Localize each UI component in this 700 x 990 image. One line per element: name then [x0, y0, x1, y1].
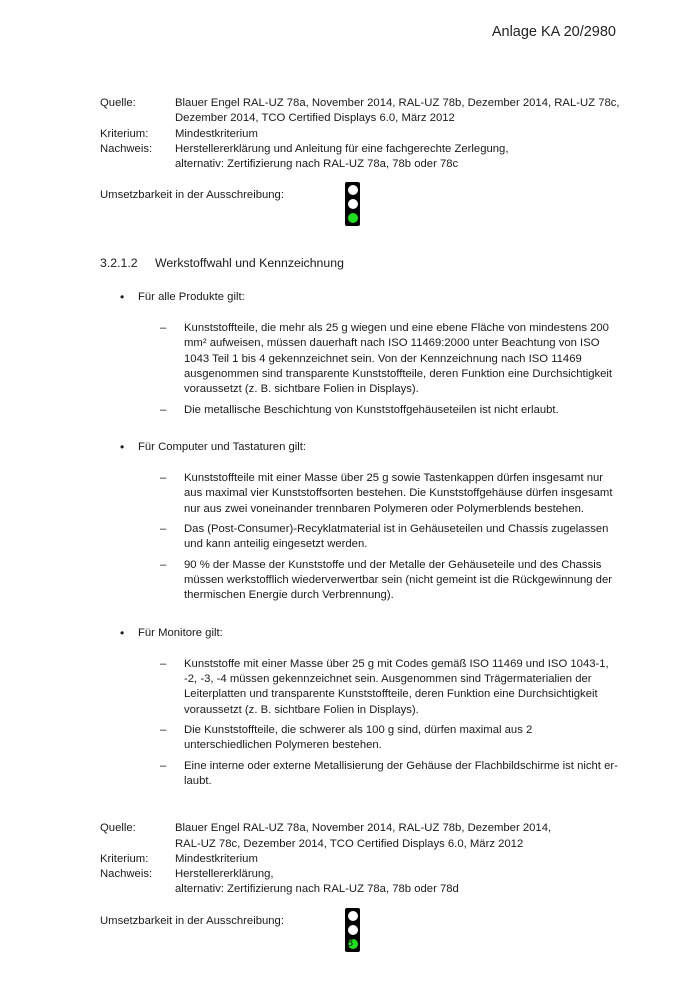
- feasibility-label: Umsetzbarkeit in der Ausschreibung:: [100, 914, 284, 927]
- group-heading-computers: [120, 440, 620, 455]
- group-heading-all-products: [120, 290, 620, 305]
- source-block-2: [100, 821, 620, 897]
- section-title: Werkstoffwahl und Kennzeichnung: [155, 256, 344, 271]
- criterion-value: Mindestkriterium: [175, 852, 258, 865]
- source-value: Blauer Engel RAL-UZ 78a, November 2014, RAL-UZ 78b, Dezember 2014, RAL-UZ 78c, Dezember 2014, TCO Certified Displays 6.0, März 2012: [175, 97, 620, 125]
- bullet-icon: •: [120, 289, 125, 304]
- group-heading: Für Computer und Tastaturen gilt:: [138, 440, 307, 453]
- lamp-top: [348, 911, 358, 921]
- criterion-label: Kriterium:: [100, 127, 149, 140]
- feasibility-row-1: [100, 186, 620, 234]
- list-item: – Kunststoffteile mit einer Masse über 25 g sowie Tastenkappen dürfen insgesamt nur aus maximal vier Kunststoffsorten bestehen. Die Kunststoffgehäuse dürfen insgesamt nur aus zwei voneinander trennbaren Polymeren oder Polymerblends bestehen.: [160, 472, 613, 515]
- group-heading: Für Monitore gilt:: [138, 626, 223, 639]
- criterion-label: Kriterium:: [100, 852, 149, 865]
- document-reference: Anlage KA 20/2980: [491, 24, 616, 40]
- requirements-list-all: [160, 321, 620, 418]
- lamp-bottom-green: [348, 213, 358, 223]
- group-heading: Für alle Produkte gilt:: [138, 290, 245, 303]
- criterion-value: Mindestkriterium: [175, 127, 258, 140]
- traffic-light-icon: [345, 182, 360, 226]
- evidence-label: Nachweis:: [100, 142, 153, 155]
- feasibility-row-2: [100, 912, 620, 960]
- bullet-icon: •: [120, 625, 125, 640]
- requirements-list-monitors: [160, 657, 620, 789]
- list-item: – Das (Post-Consumer)-Recyklatmaterial ist in Gehäuseteilen und Chassis zugelassen und kann anteilig eingesetzt werden.: [160, 523, 609, 551]
- evidence-label: Nachweis:: [100, 868, 153, 881]
- source-block-1: [100, 96, 620, 172]
- list-item: – Die metallische Beschichtung von Kunststoffgehäuseteilen ist nicht erlaubt.: [160, 403, 559, 416]
- source-label: Quelle:: [100, 97, 136, 109]
- list-item: – Die Kunststoffteile, die schwerer als 100 g sind, dürfen maximal aus 2 unterschiedlichen Polymeren bestehen.: [160, 724, 533, 752]
- section-heading: [100, 256, 620, 271]
- evidence-value: Herstellererklärung und Anleitung für eine fachgerechte Zerlegung, alternativ: Zertifizierung nach RAL-UZ 78a, 78b oder 78c: [175, 142, 509, 171]
- list-item: – Eine interne oder externe Metallisierung der Gehäuse der Flachbildschirme ist nicht er-laubt.: [160, 759, 618, 787]
- list-item: – Kunststoffteile, die mehr als 25 g wiegen und eine ebene Fläche von mindestens 200 mm² aufweisen, müssen dauerhaft nach ISO 11469:2000 unter Beachtung von ISO 1043 Teil 1 bis 4 gekennzeichnet sein. Von der Kennzeichnung nach ISO 11469 ausgenommen sind transparente Kunststoffteile, deren Funktion eine Durchsichtigkeit voraussetzt (z. B. sichtbare Folien in Displays).: [160, 322, 613, 396]
- requirements-list-computers: [160, 471, 620, 603]
- list-item: – Kunststoffe mit einer Masse über 25 g mit Codes gemäß ISO 11469 und ISO 1043-1, -2, -3, -4 müssen gekennzeichnet sein. Ausgenommen sind Trägermaterialien der Leiterplatten und transparente Kunststoffteile, deren Funktion eine Durchsichtigkeit voraussetzt (z. B. sichtbare Folien in Displays).: [160, 657, 609, 716]
- section-number: 3.2.1.2: [100, 256, 138, 271]
- source-value: Blauer Engel RAL-UZ 78a, November 2014, RAL-UZ 78b, Dezember 2014, RAL-UZ 78c, Dezember 2014, TCO Certified Displays 6.0, März 2012: [175, 822, 552, 850]
- page-number: 8: [346, 937, 354, 949]
- lamp-middle: [348, 925, 358, 935]
- lamp-top: [348, 185, 358, 195]
- page-body: [100, 96, 620, 960]
- feasibility-label: Umsetzbarkeit in der Ausschreibung:: [100, 189, 284, 202]
- evidence-value: Herstellererklärung, alternativ: Zertifizierung nach RAL-UZ 78a, 78b oder 78d: [175, 868, 459, 896]
- lamp-middle: [348, 199, 358, 209]
- list-item: – 90 % der Masse der Kunststoffe und der Metalle der Gehäuseteile und des Chassis müssen werkstofflich wiederverwertbar sein (nicht gemeint ist die Rückgewinnung der thermischen Energie durch Verbrennung).: [160, 558, 613, 602]
- group-heading-monitors: [120, 626, 620, 641]
- source-label: Quelle:: [100, 822, 136, 835]
- bullet-icon: •: [120, 439, 125, 454]
